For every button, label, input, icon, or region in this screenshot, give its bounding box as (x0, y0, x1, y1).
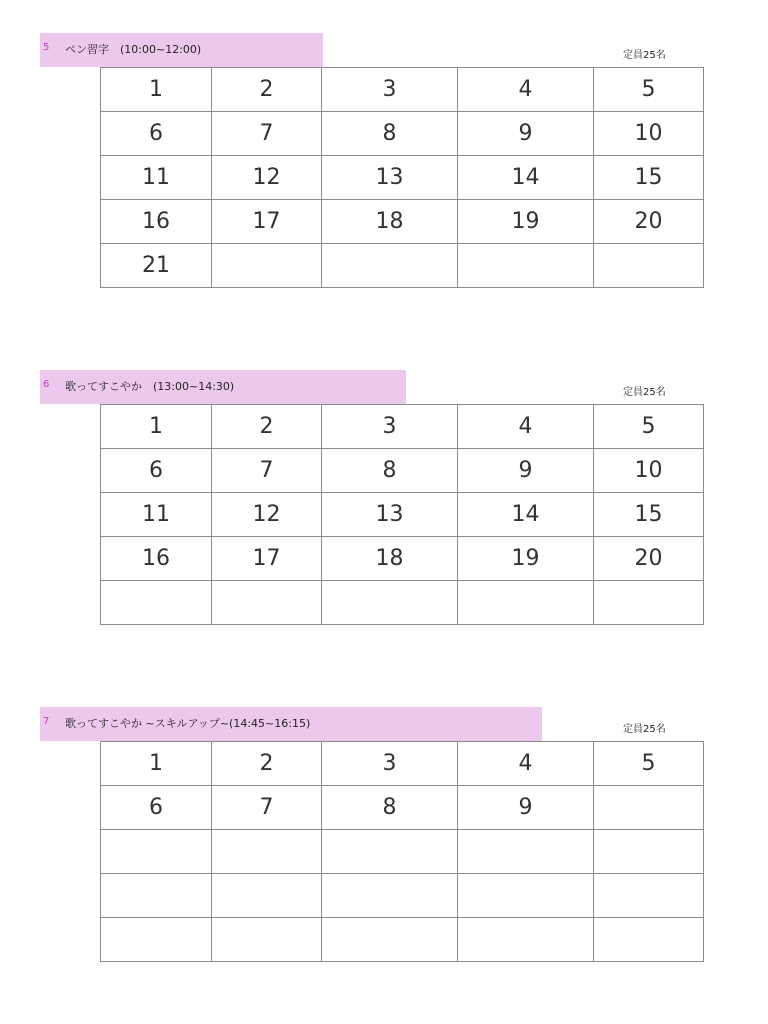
section-header-bar (40, 33, 323, 67)
table-cell: 21 (101, 244, 212, 288)
table-cell (594, 830, 704, 874)
table-row (101, 581, 704, 625)
section-number: 7 (43, 716, 50, 727)
capacity-label: 定員25名 (623, 387, 666, 398)
table-cell: 13 (322, 493, 458, 537)
table-cell: 9 (458, 449, 594, 493)
table-cell: 5 (594, 742, 704, 786)
table-cell: 19 (458, 537, 594, 581)
table-row (101, 68, 704, 112)
table-cell: 8 (322, 786, 458, 830)
table-cell: 10 (594, 112, 704, 156)
table-cell (458, 830, 594, 874)
table-cell (322, 581, 458, 625)
section-number: 6 (43, 379, 50, 390)
table-cell (101, 830, 212, 874)
table-row (101, 742, 704, 786)
table-cell: 16 (101, 200, 212, 244)
section-title: 歌ってすこやか ~スキルアップ~(14:45~16:15) (65, 717, 311, 730)
table-cell: 7 (212, 449, 322, 493)
table-cell: 20 (594, 200, 704, 244)
table-cell (212, 581, 322, 625)
table-cell: 8 (322, 112, 458, 156)
table-cell: 1 (101, 405, 212, 449)
table-row (101, 112, 704, 156)
capacity-label: 定員25名 (623, 724, 666, 735)
table-row (101, 786, 704, 830)
table-cell: 17 (212, 200, 322, 244)
table-cell: 6 (101, 449, 212, 493)
table-cell (322, 244, 458, 288)
table-cell: 9 (458, 112, 594, 156)
registration-table (100, 404, 704, 625)
table-cell (458, 918, 594, 962)
table-row (101, 449, 704, 493)
table-cell (594, 786, 704, 830)
table-cell: 13 (322, 156, 458, 200)
table-cell (101, 581, 212, 625)
table-cell: 15 (594, 156, 704, 200)
table-cell: 11 (101, 493, 212, 537)
section-header-bar (40, 370, 406, 404)
table-cell: 18 (322, 537, 458, 581)
table-cell: 7 (212, 786, 322, 830)
table-cell (594, 244, 704, 288)
section-title: ペン習字 (10:00~12:00) (65, 43, 202, 56)
table-cell: 7 (212, 112, 322, 156)
table-cell (458, 244, 594, 288)
table-row (101, 200, 704, 244)
table-cell (212, 874, 322, 918)
table-cell: 18 (322, 200, 458, 244)
table-row (101, 830, 704, 874)
table-cell (322, 874, 458, 918)
table-cell: 2 (212, 405, 322, 449)
registration-table (100, 67, 704, 288)
table-cell: 15 (594, 493, 704, 537)
section-header-bar (40, 707, 542, 741)
table-cell: 3 (322, 68, 458, 112)
capacity-label: 定員25名 (623, 50, 666, 61)
table-cell: 9 (458, 786, 594, 830)
table-cell (101, 918, 212, 962)
table-cell: 20 (594, 537, 704, 581)
section-title: 歌ってすこやか (13:00~14:30) (65, 380, 235, 393)
table-cell: 19 (458, 200, 594, 244)
table-cell: 5 (594, 68, 704, 112)
table-row (101, 918, 704, 962)
section-number: 5 (43, 42, 50, 53)
table-cell: 14 (458, 156, 594, 200)
registration-table (100, 741, 704, 962)
table-cell (594, 874, 704, 918)
table-cell: 10 (594, 449, 704, 493)
table-cell: 2 (212, 742, 322, 786)
table-cell (458, 581, 594, 625)
table-cell: 12 (212, 156, 322, 200)
table-cell: 17 (212, 537, 322, 581)
table-row (101, 156, 704, 200)
table-cell (458, 874, 594, 918)
table-cell: 4 (458, 742, 594, 786)
table-cell (212, 830, 322, 874)
table-row (101, 405, 704, 449)
table-cell: 3 (322, 742, 458, 786)
table-cell: 4 (458, 405, 594, 449)
table-cell: 1 (101, 742, 212, 786)
table-cell: 4 (458, 68, 594, 112)
table-row (101, 537, 704, 581)
table-cell (594, 918, 704, 962)
table-cell: 16 (101, 537, 212, 581)
table-cell: 5 (594, 405, 704, 449)
table-cell: 12 (212, 493, 322, 537)
table-row (101, 493, 704, 537)
table-cell: 11 (101, 156, 212, 200)
table-cell (594, 581, 704, 625)
table-cell: 6 (101, 786, 212, 830)
table-cell (322, 830, 458, 874)
table-cell: 1 (101, 68, 212, 112)
table-row (101, 874, 704, 918)
table-cell (212, 918, 322, 962)
table-cell (212, 244, 322, 288)
table-cell: 8 (322, 449, 458, 493)
table-cell (101, 874, 212, 918)
table-cell: 2 (212, 68, 322, 112)
table-cell: 14 (458, 493, 594, 537)
table-cell (322, 918, 458, 962)
table-cell: 6 (101, 112, 212, 156)
table-row (101, 244, 704, 288)
table-cell: 3 (322, 405, 458, 449)
